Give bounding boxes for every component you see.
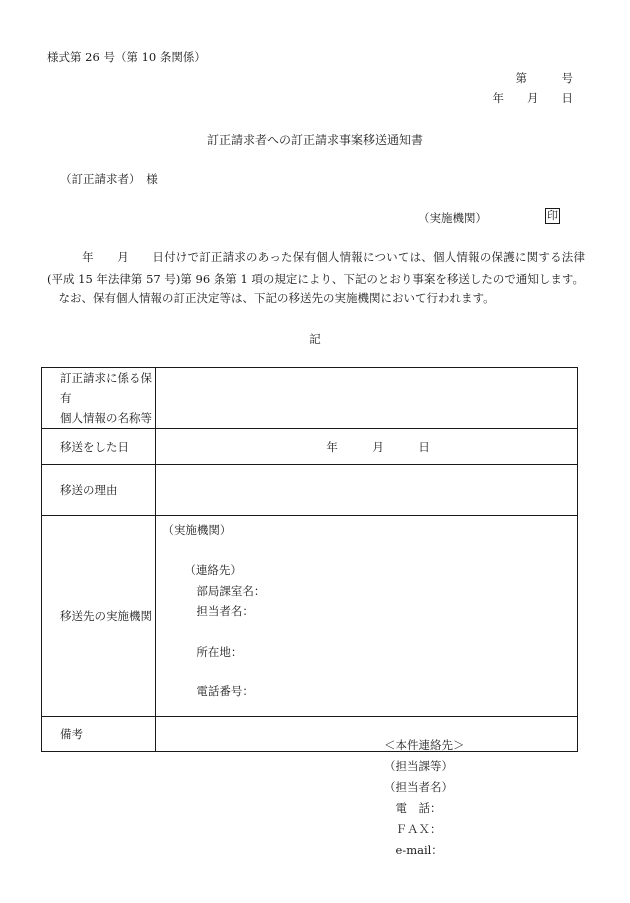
label-line: 個人情報の名称等	[60, 411, 152, 425]
dest-address-label: 所在地：	[196, 645, 243, 659]
transfer-reason-field[interactable]	[156, 465, 578, 516]
row-label-transfer-date: 移送をした日	[42, 429, 156, 465]
addressee: （訂正請求者） 様	[60, 172, 158, 186]
document-number: 第 号	[515, 71, 573, 85]
dest-phone-label: 電話番号：	[196, 684, 254, 698]
contact-fax: ＦＡＸ：	[384, 822, 442, 836]
table-row	[42, 368, 578, 429]
destination-agency-field[interactable]	[156, 516, 578, 717]
row-label-info-name	[42, 368, 156, 429]
issuing-agency: （実施機関）	[418, 211, 487, 225]
contact-block	[384, 735, 465, 861]
table-row	[42, 429, 578, 465]
contact-heading: ＜本件連絡先＞	[384, 738, 465, 752]
form-number: 様式第 26 号（第 10 条関係）	[47, 50, 206, 64]
transfer-date-field[interactable]: 年 月 日	[156, 429, 578, 465]
notice-note: なお、保有個人情報の訂正決定等は、下記の移送先の実施機関において行われます。	[47, 291, 495, 305]
dest-contact-label: （連絡先）	[184, 563, 242, 577]
ki-heading: 記	[309, 332, 321, 346]
dest-person-label: 担当者名：	[196, 604, 254, 618]
remarks-field[interactable]	[156, 717, 578, 752]
table-row	[42, 465, 578, 516]
table-row	[42, 717, 578, 752]
contact-person: （担当者名）	[384, 780, 453, 794]
contact-section: （担当課等）	[384, 759, 453, 773]
contact-phone: 電 話：	[384, 801, 442, 815]
label-line: 訂正請求に係る保有	[60, 371, 152, 405]
table-row	[42, 516, 578, 717]
info-name-field[interactable]	[156, 368, 578, 429]
dest-dept-label: 部局課室名：	[196, 584, 266, 598]
notice-paragraph: 年 月 日付けで訂正請求のあった保有個人情報については、個人情報の保護に関する法律(平成 15 年法律第 57 号)第 96 条第 1 項の規定により、下記のとおり事案を移送したので通知します。	[47, 250, 585, 286]
row-label-destination: 移送先の実施機関	[42, 516, 156, 717]
document-title: 訂正請求者への訂正請求事案移送通知書	[206, 133, 423, 147]
row-label-remarks: 備考	[42, 717, 156, 752]
seal-stamp: 印	[547, 209, 558, 222]
document-date: 年 月 日	[492, 91, 573, 105]
dest-agency-label: （実施機関）	[162, 523, 232, 537]
transfer-details-table	[41, 367, 578, 752]
contact-email: e-mail：	[384, 843, 443, 857]
row-label-reason: 移送の理由	[42, 465, 156, 516]
